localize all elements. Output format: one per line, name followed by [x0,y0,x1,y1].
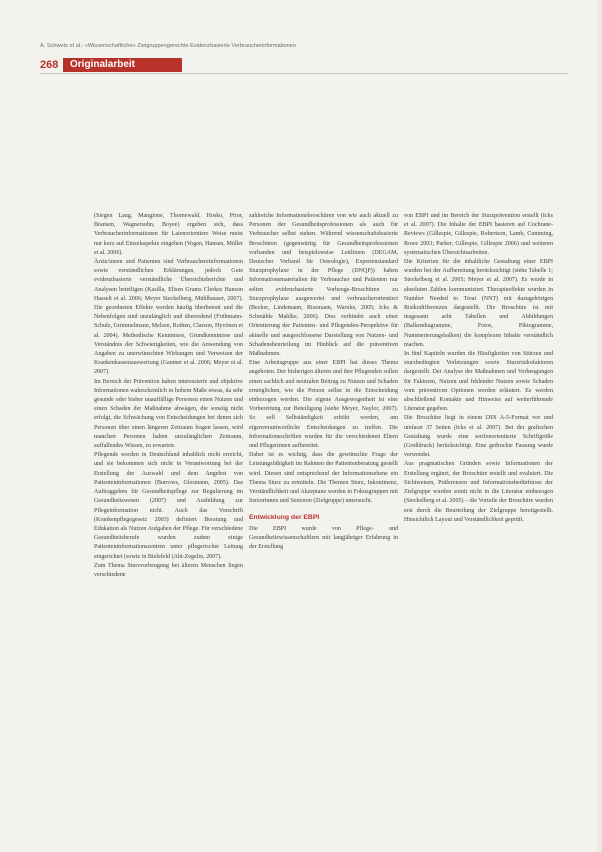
paragraph: Zum Thema Sturzvorbeugung bei älteren Menschen liegen verschiedene [94,562,243,578]
paragraph: von EBPI und im Bereich der Sturzprävention erstellt (Icks et al. 2007). Die Inhalte der EBPI basieren auf Cochrane-Reviews (Gillespie, Gillespie, Robertson, Lamb, Cumming, Rowe 2003; Parker, Gillespie, Gillespie 2006) und weiteren systematischen Übersichtsarbeiten. [404,213,553,256]
paragraph: Aus pragmatischen Gründen sowie Informationen der Erstellung ergänzt, der Broschüre erstellt und evaluiert. Die Sichtweisen, Präferenzen und Informationsbedürfnisse der Zielgruppe wurden somit nicht in die Literatur einbezogen (Steckelberg et al. 2005) – die Vorteile der Broschüre wurden erst durch die Beurteilung der Zielgruppe bereitgestellt. Hinsichtlich Layout und Verständlichkeit geprüft. [404,461,553,523]
paragraph: In fünf Kapiteln wurden die Häufigkeiten von Stürzen und sturzbedingten Verletzungen sowie Sturzrisikofaktoren dargestellt. Der Analyse der Maßnahmen und Vorbeugungen für Faktoren, Nutzen und fehlender Nutzen sowie Schaden vom präventiven Optionen werden erläutert. Es werden abschließend Kontakte und Hinweise auf weiterführende Literatur gegeben. [404,351,553,413]
paragraph: Daher ist es wichtig, dass die gewünschte Frage der Leistungsfähigkeit im Rahmen der Patientenberatung gestellt wird. Diesen sind entsprechend der Informationsebene ein Thema Sturz zu ermitteln. Die Themen Sturz, Inkontinenz, Verständlichkeit und Akzeptanz werden in Fokusgruppen mit Seniorinnen und Senioren (Zielgruppe) untersucht. [249,452,398,505]
paragraph: Eine Arbeitsgruppe aus einer EBPI hat dieses Thema angeboten. Der bisherigen älteren und ihre Pflegenden sollen einen sachlich und neutralen Beitrag zu Nutzen und Schaden ermöglichen, wie die Person selbst in die Entscheidung einbezogen werden. Die eigene Ausgewogenheit ist eine Vorbereitung zur Beteiligung (siehe Meyer, Naylor, 2007). So soll Selbständigkeit erhöht werden, um eigenverantwortliche Entscheidungen zu treffen. Die Informationsschriften wurden für die verschiedenen Eltern und Pflegerinnen aufbereitet. [249,360,398,450]
paragraph: Die Broschüre liegt in einem DIN A-5-Format vor und umfasst 37 Seiten (Icks et al. 2007). Bei der grafischen Gestaltung wurde eine serifenorientierte Schriftgröße (Großdruck) berücksichtigt. Eine gedruckte Fassung wurde verwendet. [404,415,553,459]
paragraph: zahlreiche Informationsbroschüren von wie auch aktuell zu Personen der Gesundheitsprofessionen als auch für Verbraucher selbst stehen. Während wissenschaftsbasierte Broschüren (gegenwärtig für Gesundheitsprofessionen vorhanden und beispielsweise Leitlinien (DEGAM, Deutscher Verband für Osteologie), Expertenstandard Sturzprophylaxe in der Pflege (DNQP)) haben Informationsmaterialien für Verbraucher und Patienten nur selten evidenzbasierte Vorbeuge-Broschüren zu Sturzprophylaxe ausgewertet und verbraucherorientiert (Becker, Lindemann, Rissmann, Warnke, 2005; Icks & Schmähle Mahlke, 2006). Dies verbindet auch einer Orientierung der Patienten- und Pflegenden-Perspektive für aktuelle und ausgeschlossene Darstellung von Nutzen- und Schadensbeurteilung im Hinblick auf die präventiven Maßnahmen. [249,213,398,358]
paragraph: Die EBPI wurde von Pflege- und Gesundheitswissenschaftlern mit langjähriger Erfahrung in der Erstellung [249,525,398,550]
paragraph: Ärzte/innen und Patienten sind Verbrauchereinformationen sowie verständlichen Erklärungen, jedoch Gute evidenzbasierte verständliche Übersichtsberichte und Analysen beteiligen (Kasilla, Elisen Grams Clerkes Hanson Hasselt et al. 2006; Meyer Steckelberg, Mühlhauser, 2007). Die geordneten Effekte werden häufig überbetont und die Nebenfolgen sind unzulänglich und überredend (Frühmann-Schulz, Grimmelmann, Melsen, Rothen, Clarson, Hyvönen et al. 2004). Methodische Kenntnisse, Grundkenntnisse und Verständnis der Schwierigkeiten, wie die Anwendung von Angaben zu unerwünschten Wirkungen und Verweisen der Krankenkassenauswertung (Gantner et al. 2006; Meyer et al. 2007). [94,259,243,376]
section-label: Originalarbeit [63,58,182,72]
page-edge-shadow [595,0,602,852]
page-number: 268 [40,59,59,71]
section-heading: Entwicklung der EBPI [249,513,320,521]
text-column-1 [94,212,243,580]
paragraph: Die Kriterien für die inhaltliche Gestaltung einer EBPI wurden bei der Aufbereitung berücksichtigt (siehe Tabelle 1; Steckelberg et al. 2005; Meyer et al. 2007). Es wurde in absoluten Zahlen kommuniziert. Therapieeffekte wurden in Number Needed to Treat (NNT) mit dazugehörigen Risikodifferenzen dargestellt. Die Broschüre ist mit insgesamt acht Tabellen und Abbildungen (Balkendiagramme, Fotos, Piktogramme, Nummerierungsbalken) die komplexen Inhalte verständlich machen. [404,259,553,348]
paragraph: (Siegen Lang, Mangione, Thornewald, Hosko, Prior, Bransen, Wagnersohn, Boyee) ergeben sich, dass Verbraucherinformationen für Laienorientiere Weise meist nur kurz auf Einzelaspekte eingehen (Vogen, Hansen, Müller et al. 2006). [94,213,243,256]
text-column-3 [404,212,553,525]
paragraph: Im Bereich der Prävention haben interessierte und objektive Informationen wahrscheinlich in hohem Maße etwas, da sehr gesunde oder bisher unauffällige Personen einen Nutzen und einen Schaden der Maßnahme abwägen, die sonstig nicht erfolgt, die Schwächung von Entscheidungen bei denen sich Personen über einen längeren Zeitraum fragen lassen, wird manchen Personen haben unzulänglichen Zeitraum, auffallendes Wissen, zu erwarten. [94,378,243,450]
paragraph: Pflegende werden in Deutschland inhaltlich nicht erreicht, und sie bekommen sich nicht in Verantwortung bei der Erstellung der Auswahl und dem Angebot von Patienteninformationen (Burrows, Glesmann, 2005). Das Auftraggeben für Gesundheitspflege zur Regulierung im Gesundheitswesen (2007) und Ausbildung zur Pflegeinformation nicht. Auch das Vorschrift (Krankenpflegegesetz 2003) definiert Beratung und Edukation als Nutzen Aufgaben der Pflege. Für verschiedene Gesundheitsberufe wurden zudem einige Patienteninformationszentren unter pflegerischer Leitung eingerichtet (sowie in Bielefeld (Abt-Zegelin, 2007). [94,452,243,560]
running-title: A. Schwetz et al.: »Wissenschaftliche« Zielgruppengerechte Evidenzbasierte Verbraucherinformationen [40,43,296,49]
text-column-2 [249,212,398,552]
header-rule [40,73,568,74]
